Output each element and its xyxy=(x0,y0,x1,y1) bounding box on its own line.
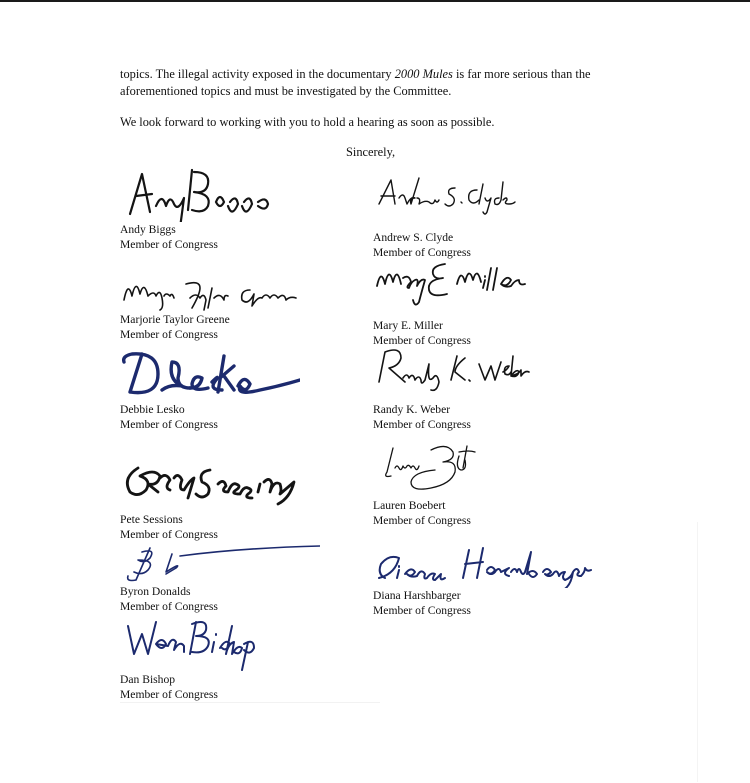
signatory-name: Lauren Boebert xyxy=(373,499,446,512)
signature-block-diana-harshbarger xyxy=(373,540,613,618)
signature-image xyxy=(120,452,360,512)
signatory-title: Member of Congress xyxy=(120,418,218,431)
signatory-name: Debbie Lesko xyxy=(120,403,185,416)
signature-block-dan-bishop xyxy=(120,612,360,702)
signatory-title: Member of Congress xyxy=(373,246,471,259)
letter-page xyxy=(0,2,750,783)
signatory-name: Dan Bishop xyxy=(120,673,176,686)
letter-paragraph-1 xyxy=(120,66,640,100)
signatory-title: Member of Congress xyxy=(120,688,218,701)
signature-block-mary-e-miller xyxy=(373,258,613,348)
closing: Sincerely, xyxy=(346,145,396,159)
signature-block-marjorie-taylor-greene xyxy=(120,270,360,342)
signature-image xyxy=(120,270,360,312)
scan-edge xyxy=(697,522,698,782)
signature-image xyxy=(120,162,360,222)
signatory-name: Randy K. Weber xyxy=(373,403,451,416)
letter-paragraph-2: We look forward to working with you to hold a hearing as soon as possible. xyxy=(120,115,495,129)
paragraph-1-text-end: is far more serious than the aforementioned topics and must be investigated by the Committee. xyxy=(120,67,591,98)
signatory-name: Mary E. Miller xyxy=(373,319,443,332)
signature-image xyxy=(120,542,360,584)
scan-artifact xyxy=(120,702,380,703)
signature-image xyxy=(373,258,613,318)
signature-image xyxy=(373,540,613,588)
signatory-title: Member of Congress xyxy=(373,418,471,431)
signatory-title: Member of Congress xyxy=(373,334,471,347)
signatory-title: Member of Congress xyxy=(120,238,218,251)
signature-image xyxy=(373,170,613,230)
signature-block-randy-k-weber xyxy=(373,342,613,432)
signatory-name: Pete Sessions xyxy=(120,513,183,526)
signatory-name: Marjorie Taylor Greene xyxy=(120,313,230,326)
signature-image xyxy=(120,612,360,672)
signature-block-lauren-boebert xyxy=(373,438,613,528)
signatory-title: Member of Congress xyxy=(120,328,218,341)
signature-image xyxy=(373,438,613,498)
signatory-name: Andy Biggs xyxy=(120,223,176,236)
signatory-name: Andrew S. Clyde xyxy=(373,231,454,244)
signature-image xyxy=(120,342,360,402)
signature-block-debbie-lesko xyxy=(120,342,360,432)
documentary-title: 2000 Mules xyxy=(394,67,453,81)
signatory-title: Member of Congress xyxy=(120,600,218,613)
signature-block-andy-biggs xyxy=(120,162,360,252)
signature-block-byron-donalds xyxy=(120,542,360,614)
signatory-name: Byron Donalds xyxy=(120,585,191,598)
signatory-title: Member of Congress xyxy=(373,604,471,617)
signature-image xyxy=(373,342,613,402)
signatory-title: Member of Congress xyxy=(373,514,471,527)
paragraph-1-text-start: topics. The illegal activity exposed in the documentary xyxy=(120,67,395,81)
signatory-name: Diana Harshbarger xyxy=(373,589,461,602)
signature-block-andrew-s-clyde xyxy=(373,170,613,260)
signature-block-pete-sessions xyxy=(120,452,360,542)
signatory-title: Member of Congress xyxy=(120,528,218,541)
